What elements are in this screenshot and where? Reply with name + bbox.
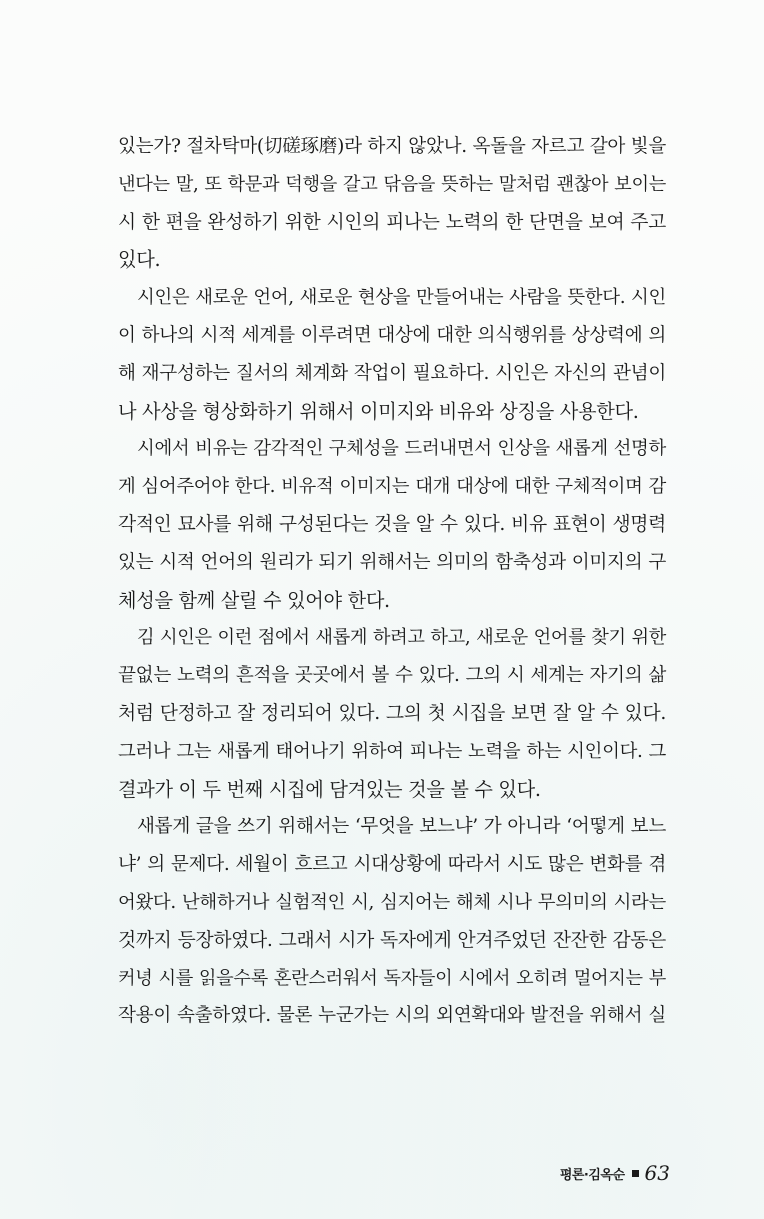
text-line: 해 재구성하는 질서의 체계화 작업이 필요하다. 시인은 자신의 관념이 (118, 362, 666, 384)
text-line: 끝없는 노력의 흔적을 곳곳에서 볼 수 있다. 그의 시 세계는 자기의 삶 (118, 665, 666, 687)
paragraph-4 (118, 619, 666, 808)
text-line: 김 시인은 이런 점에서 새롭게 하려고 하고, 새로운 언어를 찾기 위한 (137, 627, 666, 649)
paragraph-5 (118, 808, 666, 1035)
text-line: 나 사상을 형상화하기 위해서 이미지와 비유와 상징을 사용한다. (118, 399, 639, 423)
text-line: 시 한 편을 완성하기 위한 시인의 피나는 노력의 한 단면을 보여 주고 (118, 211, 666, 233)
square-bullet-icon (632, 1170, 639, 1177)
text-line: 결과가 이 두 번째 시집에 담겨있는 것을 볼 수 있다. (118, 777, 541, 801)
page-footer (510, 1160, 670, 1186)
text-line: 작용이 속출하였다. 물론 누군가는 시의 외연확대와 발전을 위해서 실 (118, 1005, 666, 1027)
page-number: 63 (644, 1161, 670, 1185)
text-line: 커녕 시를 읽을수록 혼란스러워서 독자들이 시에서 오히려 멀어지는 부 (118, 967, 666, 989)
text-line: 어왔다. 난해하거나 실험적인 시, 심지어는 해체 시나 무의미의 시라는 (118, 891, 666, 913)
text-line: 있는 시적 언어의 원리가 되기 위해서는 의미의 함축성과 이미지의 구 (118, 551, 666, 573)
text-line: 게 심어주어야 한다. 비유적 이미지는 대개 대상에 대한 구체적이며 감 (118, 476, 666, 498)
text-line: 새롭게 글을 쓰기 위해서는 ‘무엇을 보느냐’ 가 아니라 ‘어떻게 보느 (137, 816, 666, 838)
paragraph-1 (118, 128, 666, 279)
text-line: 낸다는 말, 또 학문과 덕행을 갈고 닦음을 뜻하는 말처럼 괜찮아 보이는 (118, 173, 666, 195)
text-line: 각적인 묘사를 위해 구성된다는 것을 알 수 있다. 비유 표현이 생명력 (118, 513, 666, 535)
text-line: 이 하나의 시적 세계를 이루려면 대상에 대한 의식행위를 상상력에 의 (118, 324, 666, 346)
text-line: 시에서 비유는 감각적인 구체성을 드러내면서 인상을 새롭게 선명하 (137, 438, 666, 460)
running-footer-label: 평론·김옥순 (559, 1167, 625, 1183)
text-line: 있는가? 절차탁마(切磋琢磨)라 하지 않았나. 옥돌을 자르고 갈아 빛을 (118, 136, 666, 157)
paragraph-2 (118, 279, 666, 430)
text-line: 그러나 그는 새롭게 태어나기 위하여 피나는 노력을 하는 시인이다. 그 (118, 740, 666, 762)
text-line: 냐’ 의 문제다. 세월이 흐르고 시대상황에 따라서 시도 많은 변화를 겪 (118, 854, 666, 876)
paragraph-3 (118, 430, 666, 619)
text-line: 체성을 함께 살릴 수 있어야 한다. (118, 588, 390, 612)
text-line: 시인은 새로운 언어, 새로운 현상을 만들어내는 사람을 뜻한다. 시인 (137, 287, 666, 309)
body-text (118, 128, 666, 1035)
text-line: 것까지 등장하였다. 그래서 시가 독자에게 안겨주었던 잔잔한 감동은 (118, 929, 666, 951)
text-line: 있다. (118, 248, 161, 272)
text-line: 처럼 단정하고 잘 정리되어 있다. 그의 첫 시집을 보면 잘 알 수 있다. (118, 702, 666, 724)
